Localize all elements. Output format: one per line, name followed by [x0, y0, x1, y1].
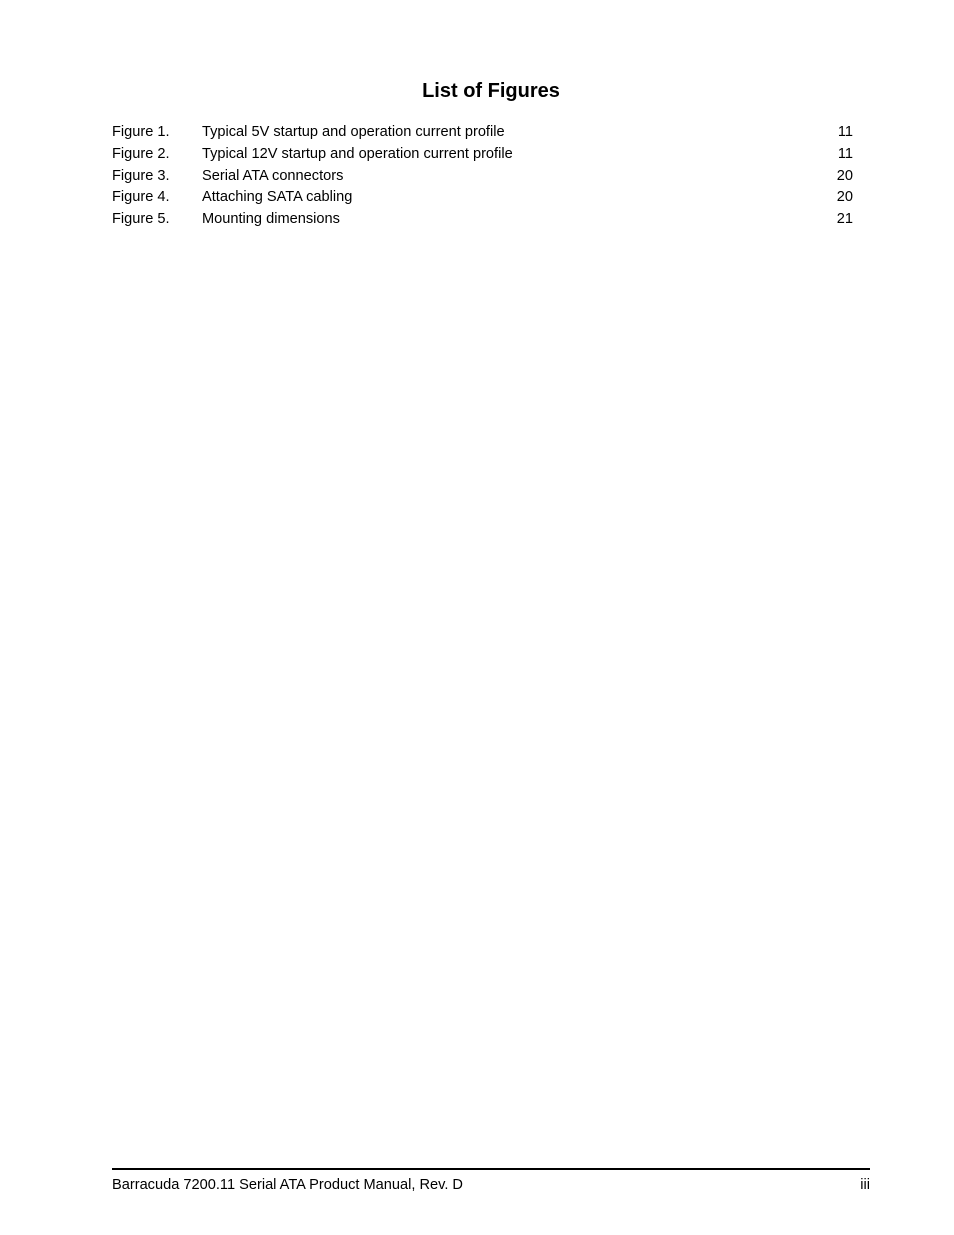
footer-page-number: iii	[860, 1177, 870, 1193]
figure-entry-1[interactable]	[112, 122, 853, 144]
figure-list	[112, 122, 853, 231]
figure-number: Figure 3.	[112, 167, 170, 184]
figure-page-number[interactable]: 20	[836, 189, 853, 206]
figure-page-number[interactable]: 21	[836, 211, 853, 228]
figure-page-number[interactable]: 20	[836, 167, 853, 184]
figure-number: Figure 2.	[112, 145, 170, 162]
figure-entry-3[interactable]	[112, 166, 853, 188]
figure-number: Figure 5.	[112, 211, 170, 228]
page-title: List of Figures	[422, 80, 560, 102]
footer-divider	[112, 1168, 870, 1170]
figure-page-number[interactable]: 11	[837, 145, 853, 162]
figure-title[interactable]: Serial ATA connectors	[202, 167, 344, 184]
figure-page-number[interactable]: 11	[837, 124, 853, 140]
figure-title[interactable]: Typical 12V startup and operation current profile	[202, 145, 513, 162]
figure-title[interactable]: Typical 5V startup and operation current profile	[202, 124, 505, 140]
footer-document-title: Barracuda 7200.11 Serial ATA Product Manual, Rev. D	[112, 1177, 463, 1193]
figure-number: Figure 4.	[112, 189, 170, 206]
figure-number: Figure 1.	[112, 124, 170, 140]
figure-title[interactable]: Attaching SATA cabling	[202, 189, 353, 206]
figure-entry-2[interactable]	[112, 144, 853, 166]
figure-title[interactable]: Mounting dimensions	[202, 211, 340, 228]
figure-entry-4[interactable]	[112, 187, 853, 209]
figure-entry-5[interactable]	[112, 209, 853, 231]
